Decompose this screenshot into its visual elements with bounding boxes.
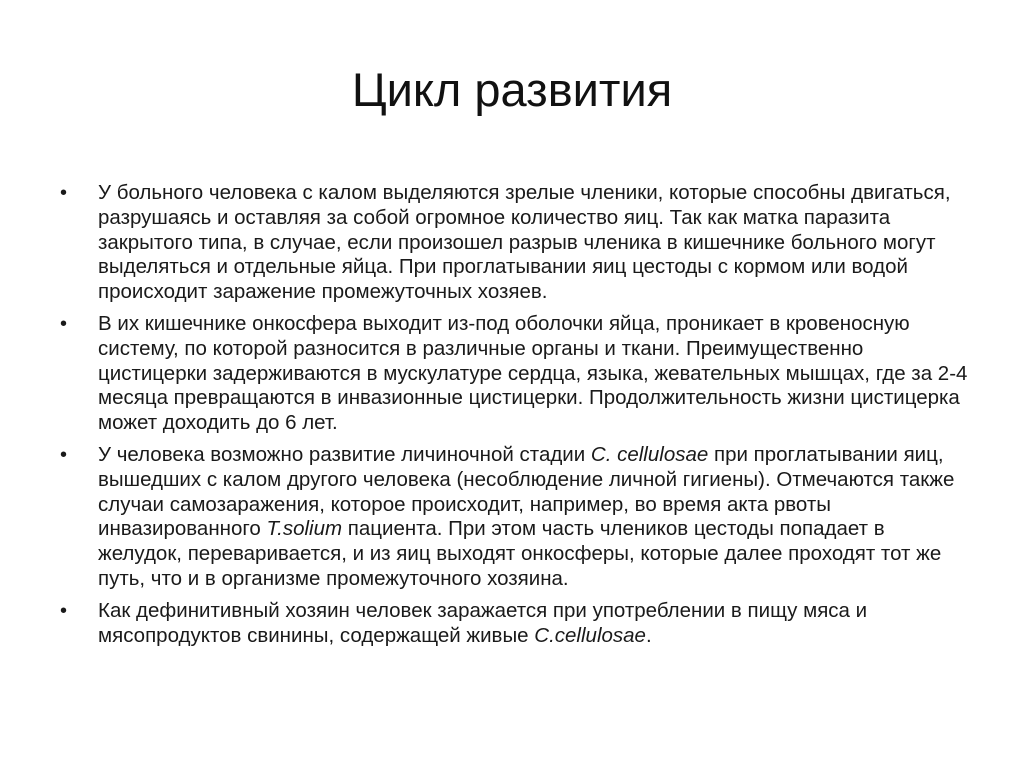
bullet-text: У больного человека с калом выделяются зрелые членики, которые способны двигаться, разрушаясь и оставляя за собой огромное количество яиц. Так как матка паразита закрытого типа, в случае, если произошел разрыв членика в кишечнике больного могут выделяться и отдельные яйца. При проглатывании яиц цестоды с кормом или водой происходит заражение промежуточных хозяев. bbox=[98, 181, 951, 304]
bullet-text: при проглатывании яиц, вышедших с калом другого человека (несоблюдение личной гигиены). Отмечаются также случаи самозаражения, которое происходит, например, во время акта рвоты инвазированного bbox=[98, 442, 955, 541]
bullet-text: . bbox=[645, 623, 652, 647]
bullet-item-2 bbox=[60, 312, 970, 436]
species-name-italic: T.solium bbox=[266, 517, 343, 541]
bullet-text: Как дефинитивный хозяин человек заражается при употреблении в пищу мяса и мясопродуктов свинины, содержащей живые bbox=[98, 598, 868, 647]
bullet-text: В их кишечнике онкосфера выходит из-под оболочки яйца, проникает в кровеносную систему, по которой разносится в различные органы и ткани. Преимущественно цистицерки задерживаются в мускулатуре сердца, языка, жевательных мышцах, где за 2-4 месяца превращаются в инвазионные цистицерки. Продолжительность жизни цистицерка может доходить до 6 лет. bbox=[98, 311, 968, 435]
bullet-text: пациента. При этом часть члеников цестоды попадает в желудок, переваривается, и из яиц выходят онкосферы, которые далее проходят тот же путь, что и в организме промежуточного хозяина. bbox=[98, 517, 942, 590]
bullet-dot-icon: • bbox=[60, 599, 68, 622]
bullet-dot-icon: • bbox=[60, 443, 68, 466]
bullet-text: У человека возможно развитие личиночной стадии bbox=[98, 442, 591, 466]
species-name-italic: C.cellulosae bbox=[534, 623, 646, 647]
bullet-dot-icon: • bbox=[60, 312, 68, 335]
bullet-item-4 bbox=[60, 599, 970, 649]
bullet-item-1 bbox=[60, 181, 970, 305]
bullet-item-3 bbox=[60, 443, 970, 592]
slide-title: Цикл развития bbox=[351, 63, 673, 116]
species-name-italic: C. cellulosae bbox=[590, 442, 709, 466]
bullet-list bbox=[60, 181, 970, 655]
bullet-dot-icon: • bbox=[60, 182, 68, 204]
